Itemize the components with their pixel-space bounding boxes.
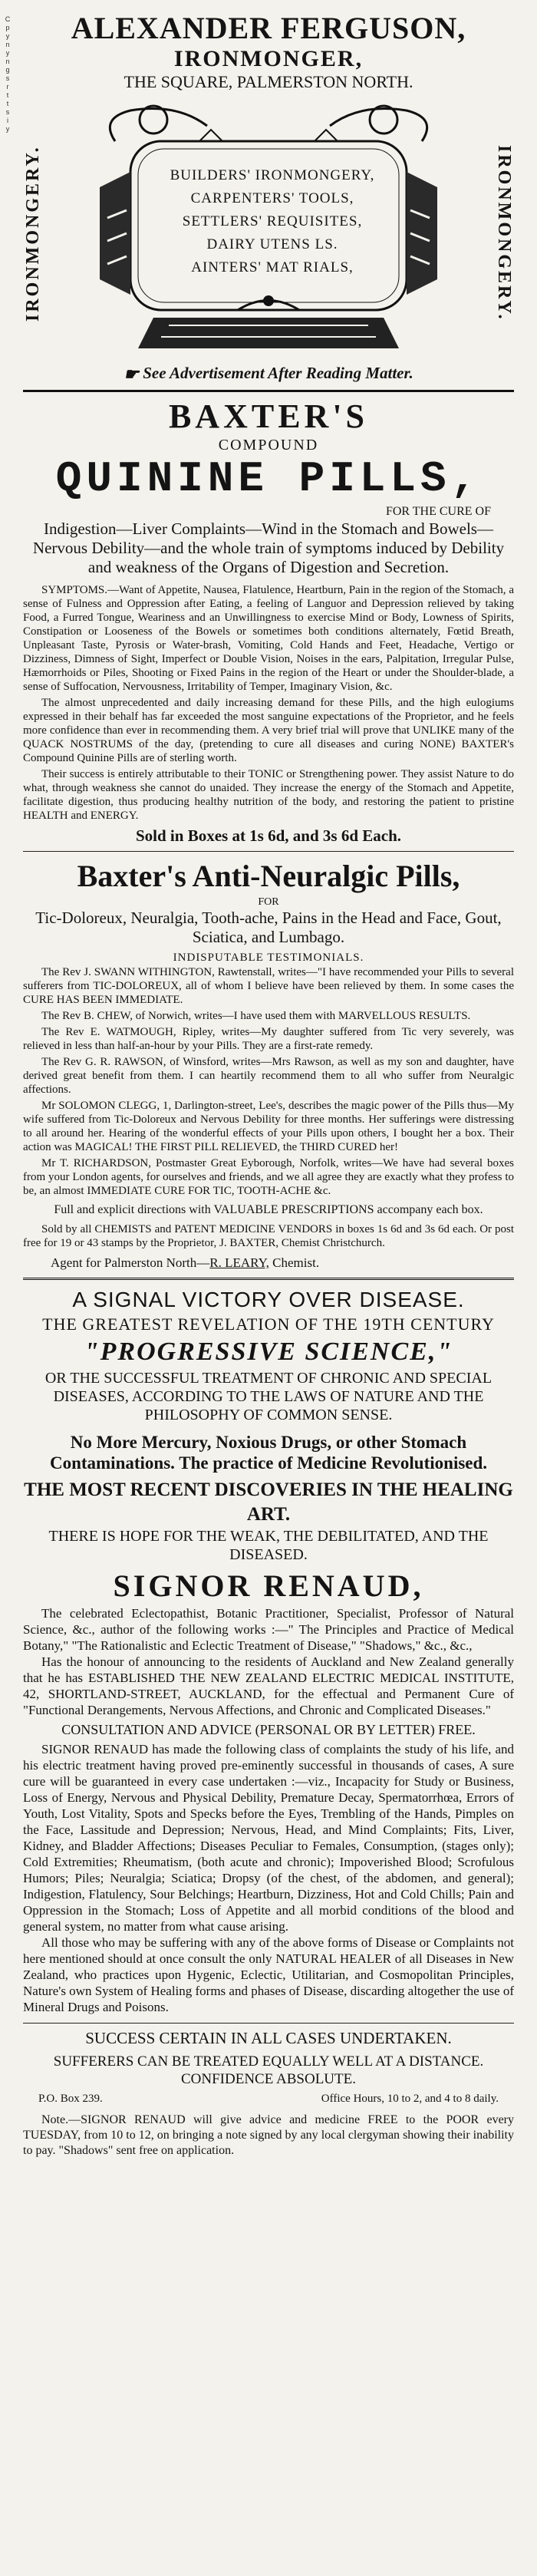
renaud-treatment	[23, 1741, 514, 2015]
anti-for: FOR	[258, 896, 279, 909]
margin-glyph: C	[5, 15, 11, 23]
po-box-line	[23, 2091, 514, 2106]
margin-glyph: t	[6, 100, 9, 107]
signal-victory-heading: A SIGNAL VICTORY OVER DISEASE.	[72, 1288, 465, 1312]
margin-glyph: y	[5, 32, 10, 40]
baxter-title: BAXTER'S	[168, 397, 369, 436]
baxter-body	[23, 583, 514, 823]
for-the-cure-of: FOR THE CURE OF	[385, 505, 491, 519]
goods-item: BUILDERS' IRONMONGERY,	[170, 167, 375, 183]
ferguson-illustration-block	[23, 95, 514, 362]
baxter-quinine-advert	[23, 397, 514, 846]
margin-glyph: g	[5, 66, 10, 74]
see-advertisement-text: See Advertisement After Reading Matter.	[143, 364, 413, 382]
renaud-complaints: SIGNOR RENAUD has made the following class of complaints the study of his life, and his electric treatment having proved pre-eminently successful in thousands of cases, A sure cure will be guaranteed in every case undertaken :—viz., Incapacity for Study or Business, Loss of Energy, Nervous and Physical Debility, Premature Decay, Spermatorrhœa, Errors of Youth, Lost Vitality, Spots and Specks before the Eyes, Trembling of the Hands, Pimples on the Face, Lassitude and Depression; Nervous, Head, and Mind Complaints; Fits, Liver, Kidney, and Bladder Affections; Diseases Peculiar to Females, Consumption, (stages only); Cold Extremities; Rheumatism, (both acute and chronic); Impoverished Blood; Scrofulous Humors; Piles; Neuralgia; Sciatica; Dropsy (of the chest, of the abdomen, and general); Indigestion, Flatulency, Sour Belchings; Heartburn, Dizziness, Hot and Cold Chills; Pain and Oppression in the Stomach; Loss of Appetite and all morbid conditions of the blood and general system, no matter from what cause arising.	[23, 1742, 514, 1934]
po-box: P.O. Box 239.	[38, 2093, 103, 2106]
agent-prefix: Agent for Palmerston North—	[51, 1255, 210, 1271]
see-advertisement-note	[23, 362, 514, 385]
consultation-line: CONSULTATION AND ADVICE (PERSONAL OR BY LETTER) FREE.	[61, 1722, 476, 1738]
anti-sold-block	[23, 1222, 514, 1250]
pointing-hand-icon: ☛	[124, 364, 139, 384]
agent-name: R. LEARY,	[209, 1255, 269, 1271]
goods-item: DAIRY UTENS LS.	[206, 236, 338, 252]
agent-suffix: Chemist.	[268, 1255, 320, 1271]
divider	[23, 1278, 514, 1280]
renaud-intro	[23, 1605, 514, 1718]
sufferers-line: SUFFERERS CAN BE TREATED EQUALLY WELL AT A DISTANCE. CONFIDENCE ABSOLUTE.	[53, 2053, 484, 2088]
margin-glyph: s	[5, 74, 10, 82]
goods-item: AINTERS' MAT RIALS,	[191, 259, 354, 275]
margin-glyph: p	[5, 24, 10, 31]
office-hours: Office Hours, 10 to 2, and 4 to 8 daily.	[321, 2093, 499, 2106]
agent-line	[23, 1255, 514, 1272]
testimonials-title: INDISPUTABLE TESTIMONIALS.	[173, 952, 364, 965]
ferguson-trade: IRONMONGER,	[173, 46, 364, 71]
successful-treatment: OR THE SUCCESSFUL TREATMENT OF CHRONIC AND SPECIAL DISEASES, ACCORDING TO THE LAWS OF NATURE AND THE PHILOSOPHY OF COMMON SENSE.	[44, 1370, 493, 1424]
testimonial: The Rev J. SWANN WITHINGTON, Rawtenstall, writes—"I have recommended your Pills to several sufferers from TIC-DOLOREUX, all of whom I believe have been relieved by them. In some cases the CURE HAS BEEN IMMEDIATE.	[23, 966, 514, 1007]
renaud-advert	[23, 1286, 514, 2159]
margin-glyph: i	[7, 117, 8, 124]
margin-strip	[3, 15, 12, 134]
renaud-consult-advice: All those who may be suffering with any of the above forms of Disease or Complaints not here mentioned should at once consult the only NATURAL HEALER of all Diseases in New Zealand, who practices upon Hygenic, Eclectic, Utilitarian, and Cosmopolitan Principles, Nature's own System of Healing forms and phases of Disease, discarding altogether the use of Mineral Drugs and Poisons.	[23, 1935, 514, 2015]
no-more-mercury: No More Mercury, Noxious Drugs, or other Stomach Contaminations. The practice of Medicine Revolutionised.	[49, 1433, 488, 1473]
margin-glyph: n	[5, 58, 10, 65]
anti-neuralgic-title: Baxter's Anti-Neuralgic Pills,	[77, 859, 460, 894]
ferguson-advert	[23, 11, 514, 385]
greatest-revelation: THE GREATEST REVELATION OF THE 19TH CENTURY	[42, 1314, 495, 1334]
goods-item: CARPENTERS' TOOLS,	[190, 190, 354, 206]
baxter-sold-line: Sold in Boxes at 1s 6d, and 3s 6d Each.	[135, 826, 402, 846]
margin-glyph: y	[5, 125, 10, 133]
anti-lead: Tic-Doloreux, Neuralgia, Tooth-ache, Pains in the Head and Face, Gout, Sciatica, and Lumbago.	[35, 909, 502, 947]
renaud-credentials: The celebrated Eclectopathist, Botanic Practitioner, Specialist, Professor of Natural Science, &c., author of the following works :—" The Principles and Practice of Medical Botany," "The Rationalistic and Eclectic Treatment of Disease," "Shadows," &c., &c.,	[23, 1606, 514, 1654]
ironmongery-side-label-left: IRONMONGERY.	[23, 145, 43, 322]
success-certain: SUCCESS CERTAIN IN ALL CASES UNDERTAKEN.	[85, 2029, 452, 2048]
ferguson-goods-list	[146, 164, 399, 279]
margin-glyph: s	[5, 108, 10, 116]
ferguson-address: THE SQUARE, PALMERSTON NORTH.	[124, 72, 413, 91]
anti-sold-text: Sold by all CHEMISTS and PATENT MEDICINE VENDORS in boxes 1s 6d and 3s 6d each. Or post free for 19 or 43 stamps by the Proprietor, J. BAXTER, Chemist Christchurch.	[23, 1223, 514, 1250]
margin-glyph: n	[5, 41, 10, 48]
goods-item: SETTLERS' REQUISITES,	[182, 213, 363, 229]
symptoms-paragraph: SYMPTOMS.—Want of Appetite, Nausea, Flatulence, Heartburn, Pain in the region of the Stomach, a sense of Fulness and Oppression after Eating, a feeling of Languor and Depression relieved by taking Food, a Furred Tongue, Weariness and an Unwillingness to exercise Mind or Body, Lowness of Spirits, Constipation or Looseness of the Bowels or sometimes both conditions alternately, Fœtid Breath, Unpleasant Taste, Pyrosis or Water-brash, Vomiting, Cold Hands and Feet, Headache, Vertigo or Dizziness, Dimness of Sight, Imperfect or Double Vision, Noises in the ears, Palpitation, Irregular Pulse, Hæmorrhoids or Piles, Shooting or Fixed Pains in the region of the Heart or under the Shoulder-blade, a sense of Suffocation, Nervousness, Irritability of Temper, Imaginary Vision, &c.	[23, 584, 514, 694]
testimonial: The Rev G. R. RAWSON, of Winsford, writes—Mrs Rawson, as well as my son and daughter, have derived great benefit from them. I can heartily recommend them to all who suffer from Neuralgic affections.	[23, 1056, 514, 1097]
signor-renaud-title: SIGNOR RENAUD,	[113, 1568, 424, 1604]
testimonial: The Rev B. CHEW, of Norwich, writes—I have used them with MARVELLOUS RESULTS.	[41, 1010, 471, 1023]
poor-note: Note.—SIGNOR RENAUD will give advice and medicine FREE to the POOR every TUESDAY, from 10 to 12, on bringing a note signed by any local clergyman showing their inability to pay. "Shadows" sent free on application.	[23, 2113, 514, 2158]
anti-neuralgic-advert	[23, 856, 514, 1272]
divider	[23, 390, 514, 392]
baxter-compound: COMPOUND	[218, 437, 319, 454]
directions-line: Full and explicit directions with VALUABLE PRESCRIPTIONS accompany each box.	[54, 1203, 483, 1217]
quinine-pills-title: QUININE PILLS,	[55, 454, 482, 504]
baxter-lead: Indigestion—Liver Complaints—Wind in the Stomach and Bowels—Nervous Debility—and the whole train of symptoms induced by Debility and weakness of the Organs of Digestion and Secretion.	[32, 519, 505, 577]
testimonial: Mr SOLOMON CLEGG, 1, Darlington-street, Lee's, describes the magic power of the Pills thus—My wife suffered from Tic-Doloreux and Nervous Debility for three months. Her sufferings were distressing to all around her. Hearing of the wonderful effects of your Pills upon others, I bought her a box. Their action was MAGICAL! THE FIRST PILL RELIEVED, the THIRD CURED her!	[23, 1100, 514, 1154]
ferguson-name: ALEXANDER FERGUSON,	[71, 11, 466, 45]
testimonials	[23, 965, 514, 1198]
success-paragraph: Their success is entirely attributable to their TONIC or Strengthening power. They assist Nature to do what, through weakness she cannot do unaided. They increase the energy of the Stomach and Appetite, facilitate digestion, thus producing healthy nutrition of the body, and restoring the patient to pristine HEALTH and ENERGY.	[23, 768, 514, 823]
renaud-institute: Has the honour of announcing to the residents of Auckland and New Zealand generally that he has ESTABLISHED THE NEW ZEALAND ELECTRIC MEDICAL INSTITUTE, 42, SHORTLAND-STREET, AUCKLAND, for the effectual and Permanent Cure of "Functional Derangements, Nervous Affections, and Chronic and Complicated Diseases."	[23, 1654, 514, 1718]
progressive-science-title: "PROGRESSIVE SCIENCE,"	[84, 1337, 453, 1367]
ironmongery-side-label-right: IRONMONGERY.	[494, 145, 514, 322]
divider	[23, 2023, 514, 2024]
recent-discoveries: THE MOST RECENT DISCOVERIES IN THE HEALING ART.	[24, 1479, 513, 1525]
margin-glyph: t	[6, 91, 9, 99]
hope-line: THERE IS HOPE FOR THE WEAK, THE DEBILITATED, AND THE DISEASED.	[48, 1528, 489, 1564]
margin-glyph: y	[5, 49, 10, 57]
testimonial: The Rev E. WATMOUGH, Ripley, writes—My daughter suffered from Tic very severely, was relieved in less than half-an-hour by your Pills. They are a first-rate remedy.	[23, 1026, 514, 1053]
divider	[23, 851, 514, 852]
testimonial: Mr T. RICHARDSON, Postmaster Great Eyborough, Norfolk, writes—We have had several boxes from your London agents, for ourselves and friends, and we all agree they are exactly what they profess to be, an almost IMMEDIATE CURE FOR TIC, TOOTH-ACHE &c.	[23, 1157, 514, 1198]
margin-glyph: r	[6, 83, 9, 91]
demand-paragraph: The almost unprecedented and daily increasing demand for these Pills, and the high eulogiums expressed in their behalf has far exceeded the most sanguine expectations of the Proprietor, and he feels more confidence than ever in recommending them. A very brief trial will prove that UNLIKE many of the QUACK NOSTRUMS of the day, (pretending to cure all diseases and curing NONE) BAXTER's Compound Quinine Pills are of sterling worth.	[23, 697, 514, 765]
